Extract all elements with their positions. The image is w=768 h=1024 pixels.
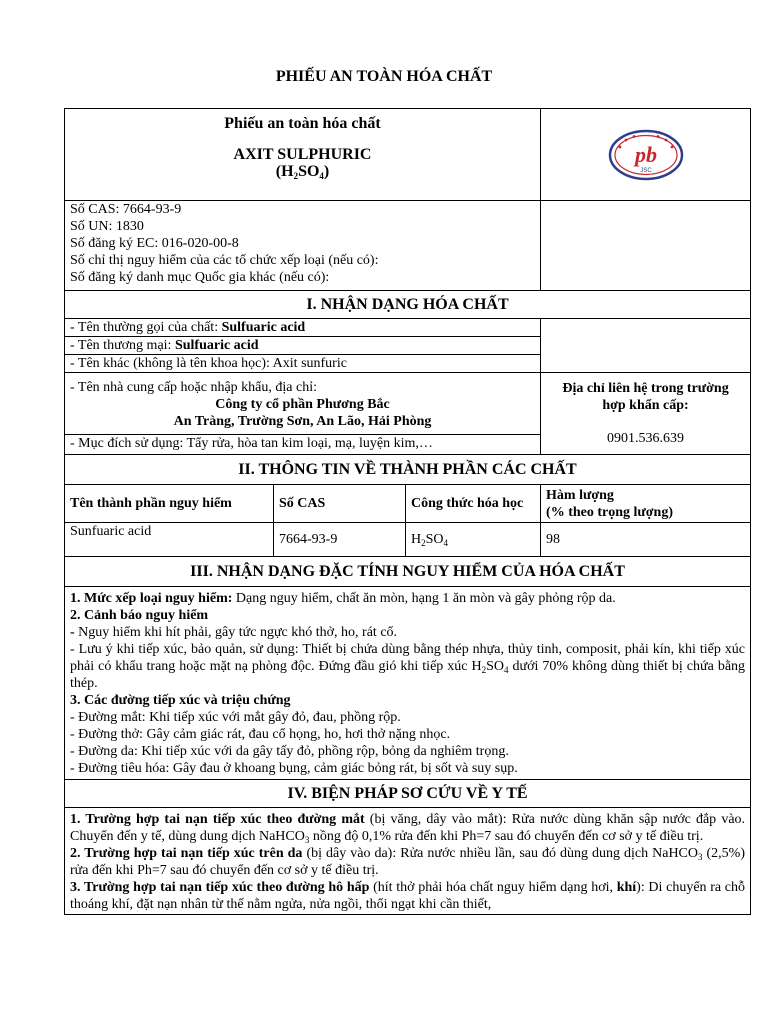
section-3-body [65, 587, 751, 780]
usage-purpose: - Mục đích sử dụng: Tẩy rửa, hòa tan kim loại, mạ, luyện kim,… [65, 435, 541, 455]
exposure-digestion: - Đường tiêu hóa: Gây đau ở khoang bụng, cảm giác bỏng rát, bị sốt và suy sụp. [70, 761, 518, 776]
ec-number: Số đăng ký EC: 016-020-00-8 [70, 236, 239, 251]
empty-cell [541, 319, 751, 373]
hazard-classification: 1. Mức xếp loại nguy hiểm: Dạng nguy hiểm, chất ăn mòn, hạng 1 ăn mòn và gây phỏng rộp da. [70, 591, 616, 606]
product-formula: $(H_2SO_4)$ [275, 163, 330, 181]
identifiers-cell [65, 201, 541, 291]
section-1-heading: I. NHẬN DẠNG HÓA CHẤT [65, 291, 751, 319]
component-content: 98 [541, 523, 751, 557]
composition-header-row [65, 485, 751, 523]
col-formula: Công thức hóa học [406, 485, 541, 523]
section-4-body-row [65, 808, 751, 915]
section-3-body-row [65, 587, 751, 780]
supplier-label: - Tên nhà cung cấp hoặc nhập khẩu, địa chỉ: [70, 380, 317, 395]
supplier-name: Công ty cổ phần Phương Bắc [215, 397, 390, 412]
supplier-address: An Tràng, Trường Sơn, An Lão, Hải Phòng [173, 414, 432, 429]
product-name: AXIT SULPHURIC [233, 146, 372, 163]
header-row [65, 109, 751, 201]
hazard-warning-heading: 2. Cảnh báo nguy hiểm [70, 608, 209, 623]
empty-cell [541, 201, 751, 291]
col-content: Hàm lượng (% theo trọng lượng) [541, 485, 751, 523]
trade-name: - Tên thương mại: Sulfuaric acid [65, 337, 541, 355]
identifiers-row [65, 201, 751, 291]
component-cas: 7664-93-9 [274, 523, 406, 557]
section-3-heading: III. NHẬN DẠNG ĐẶC TÍNH NGUY HIỂM CỦA HÓA CHẤT [65, 557, 751, 587]
composition-row [65, 523, 751, 557]
national-registry: Số đăng ký danh mục Quốc gia khác (nếu có): [70, 270, 330, 285]
col-hazard-component: Tên thành phần nguy hiểm [65, 485, 274, 523]
document-title: PHIẾU AN TOÀN HÓA CHẤT [275, 68, 493, 85]
cas-number: Số CAS: 7664-93-9 [70, 202, 182, 217]
svg-text:JSC: JSC [639, 167, 652, 174]
emergency-contact-label: Địa chỉ liên hệ trong trường hợp khẩn cấp: [562, 381, 729, 413]
component-name: Sunfuaric acid [65, 523, 274, 557]
hazard-indicator: Số chỉ thị nguy hiểm của các tổ chức xếp loại (nếu có): [70, 253, 379, 268]
logo-cell [541, 109, 751, 201]
first-aid-skin: 2. Trường hợp tai nạn tiếp xúc trên da (bị dây vào da): Rửa nước nhiều lần, sau đó dùng dung dịch NaHCO$_3$ (2,5%) rửa đến khi Ph=7 sau đó chuyển đến cơ sở y tế điều trị. [70, 846, 746, 878]
header-cell [65, 109, 541, 201]
component-formula: $H_2SO_4$ [406, 523, 541, 557]
common-name: - Tên thường gọi của chất: Sulfuaric acid [65, 319, 541, 337]
other-name: - Tên khác (không là tên khoa học): Axit sunfuric [65, 355, 541, 373]
emergency-contact-cell [541, 373, 751, 455]
un-number: Số UN: 1830 [70, 219, 144, 234]
exposure-routes-heading: 3. Các đường tiếp xúc và triệu chứng [70, 693, 291, 708]
company-logo [606, 127, 686, 183]
emergency-phone: 0901.536.639 [607, 431, 685, 446]
supplier-cell [65, 373, 541, 435]
col-cas: Số CAS [274, 485, 406, 523]
section-2-heading: II. THÔNG TIN VỀ THÀNH PHẦN CÁC CHẤT [65, 455, 751, 485]
first-aid-inhalation: 3. Trường hợp tai nạn tiếp xúc theo đường hô hấp (hít thở phải hóa chất nguy hiểm dạng hơi, khí): Di chuyển ra chỗ thoáng khí, đặt nạn nhân từ thế nằm ngửa, nửa ngồi, thổi ngạt khi cần thiết, [70, 880, 746, 912]
section-4-body [65, 808, 751, 915]
hazard-warning-inhalation: - Nguy hiểm khi hít phải, gây tức ngực khó thở, ho, rát cổ. [70, 625, 398, 640]
safety-data-sheet [64, 108, 751, 915]
exposure-breath: - Đường thở: Gây cảm giác rát, đau cổ họng, ho, hơi thở nặng nhọc. [70, 727, 451, 742]
exposure-skin: - Đường da: Khi tiếp xúc với da gây tấy đỏ, phồng rộp, bỏng da nghiêm trọng. [70, 744, 509, 759]
first-aid-eye: 1. Trường hợp tai nạn tiếp xúc theo đường mắt (bị văng, dây vào mắt): Rửa nước dùng khăn sập nước đắp vào. Chuyển đến y tế, dùng dung dịch NaHCO$_3$ nồng độ 0,1% rửa đến khi Ph=7 sau đó chuyển đến cơ sở y tế điều trị. [70, 812, 746, 845]
sheet-heading: Phiếu an toàn hóa chất [224, 115, 381, 132]
hazard-warning-handling: - Lưu ý khi tiếp xúc, bảo quản, sử dụng: Thiết bị chứa dùng bằng thép nhựa, thủy tinh, composit, phải kín, khi tiếp xúc phải có khẩu trang hoặc mặt nạ phòng độc. Đứng đầu gió khi tiếp xúc $H_2SO_4$ dưới 70% không dùng thiết bị chứa bằng thép. [70, 642, 746, 691]
section-4-heading: IV. BIỆN PHÁP SƠ CỨU VỀ Y TẾ [65, 780, 751, 808]
svg-text:pb: pb [634, 141, 657, 167]
exposure-eye: - Đường mắt: Khi tiếp xúc với mắt gây đỏ, đau, phồng rộp. [70, 710, 401, 725]
